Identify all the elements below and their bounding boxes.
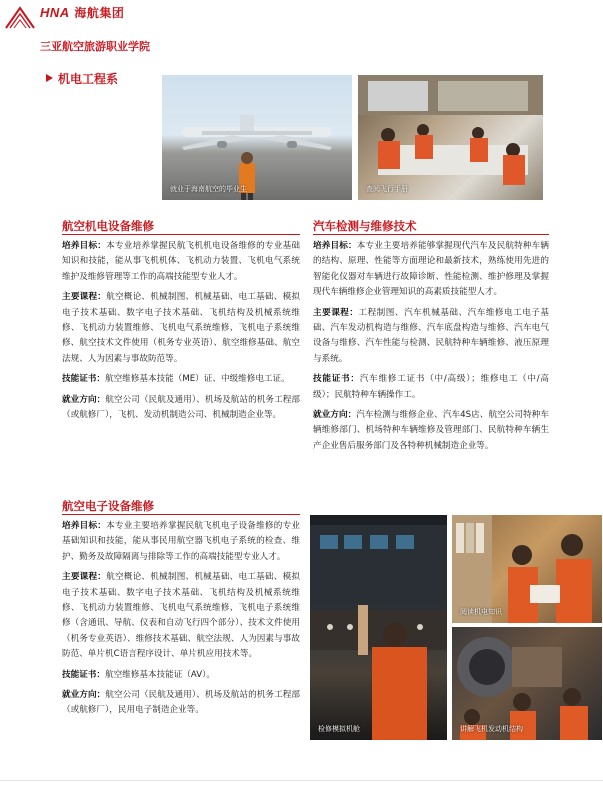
goal-paragraph: 培养目标：本专业主要培养掌握民航飞机电子设备维修的专业基础知识和技能，能从事民用航空器飞机电子系统的检查、维护、勤务及故障隔离与排除等工作的高端技能型专业人才。 [62, 521, 300, 562]
photo-graduate-airport [162, 75, 352, 200]
hna-logo-icon [4, 4, 38, 30]
department-title: 机电工程系 [58, 72, 119, 86]
photo-engine-structure [452, 627, 602, 740]
cert-paragraph: 技能证书：航空维修基本技能（ME）证、中级维修电工证。 [62, 374, 290, 385]
photo-caption: 就业于海南航空的毕业生 [170, 185, 247, 193]
job-paragraph: 就业方向：航空公司（民航及通用）、机场及航站的机务工程部（或航修厂），民用电子制造企业等。 [62, 690, 300, 716]
section-aviation-electronics [62, 519, 300, 724]
photo-caption: 查阅飞行手册 [366, 185, 408, 193]
section-aviation-mechanical [62, 239, 300, 428]
job-paragraph: 就业方向：航空公司（民航及通用）、机场及航站的机务工程部（或航修厂），飞机、发动机制造公司、机械制造企业等。 [62, 394, 300, 421]
photo-cockpit-simulator [310, 515, 447, 740]
section-title-automotive: 汽车检测与维修技术 [313, 219, 417, 233]
logo-text: HNA [40, 5, 70, 20]
section-title-aviation-electronics: 航空电子设备维修 [62, 499, 154, 513]
title-divider [313, 234, 549, 235]
photo-caption: 阅读机电知识 [460, 608, 502, 616]
page-divider [0, 780, 603, 781]
course-paragraph: 主要课程：工程制图、汽车机械基础、汽车维修电工电子基础、汽车发动机构造与维修、汽车底盘构造与维修、汽车电气设备与维修、汽车性能与检测、民航特种车辆维修、液压原理与系统。 [313, 307, 549, 364]
section-title-aviation-mechanical: 航空机电设备维修 [62, 219, 154, 233]
goal-paragraph: 培养目标：本专业主要培养能够掌握现代汽车及民航特种车辆的结构、原理、性能等方面理论和最新技术，熟练使用先进的智能化仪器对车辆进行故障诊断、性能检测、维护修理及掌握现代车辆维修企业管理知识的高素质技能型人才。 [313, 241, 549, 298]
title-divider [62, 234, 300, 235]
goal-paragraph: 培养目标：本专业培养掌握民航飞机机电设备维修的专业基础知识和技能，能从事飞机机体、飞机动力装置、飞机电气系统维护及维修管理等工作的高端技能型专业人才。 [62, 241, 300, 282]
cockpit-icon [310, 515, 447, 740]
course-paragraph: 主要课程：航空概论、机械制图、机械基础、电工基础、模拟电子技术基础、数字电子技术基础、飞机结构及机械系统维修、飞机动力装置维修、飞机电气系统维修、飞机电子系统维修（含通讯、导航、仪表和自动飞行四个部分）、技术文件使用（机务专业英语）、维修技术基础、航空法规、人为因素与事故防范、单片机C语言程序设计、单片机应用技术等。 [62, 572, 300, 660]
airplane-icon [162, 75, 352, 200]
brand-name [40, 4, 124, 21]
students-library-icon [358, 75, 543, 200]
group-name: 海航集团 [74, 6, 125, 20]
photo-reading-manual [358, 75, 543, 200]
school-name: 三亚航空旅游职业学院 [40, 40, 150, 53]
title-divider [62, 514, 300, 515]
photo-caption: 讲解飞机发动机结构 [460, 725, 523, 733]
cert-paragraph: 技能证书：汽车维修工证书（中/高级）；维修电工（中/高级）；民航特种车辆操作工。 [313, 374, 549, 400]
photo-caption: 检修模拟机舱 [318, 725, 360, 733]
photo-reading-knowledge [452, 515, 602, 623]
job-paragraph: 就业方向：汽车检测与维修企业、汽车4S店、航空公司特种车辆维修部门、机场特种车辆维修及管理部门、民航特种车辆生产企业售后服务部门及各特种机械制造企业等。 [313, 410, 549, 451]
course-paragraph: 主要课程：航空概论、机械制图、机械基础、电工基础、模拟电子技术基础、数字电子技术基础、飞机结构及机械系统维修、飞机动力装置维修、飞机电气系统维修、飞机电子系统维修、航空技术文件使用（机务专业英语）、航空维修基础、航空法规、人为因素与事故防范等。 [62, 292, 300, 364]
page-header [0, 0, 603, 60]
cert-paragraph: 技能证书：航空维修基本技能证（AV）。 [62, 669, 216, 680]
section-automotive [313, 239, 549, 459]
